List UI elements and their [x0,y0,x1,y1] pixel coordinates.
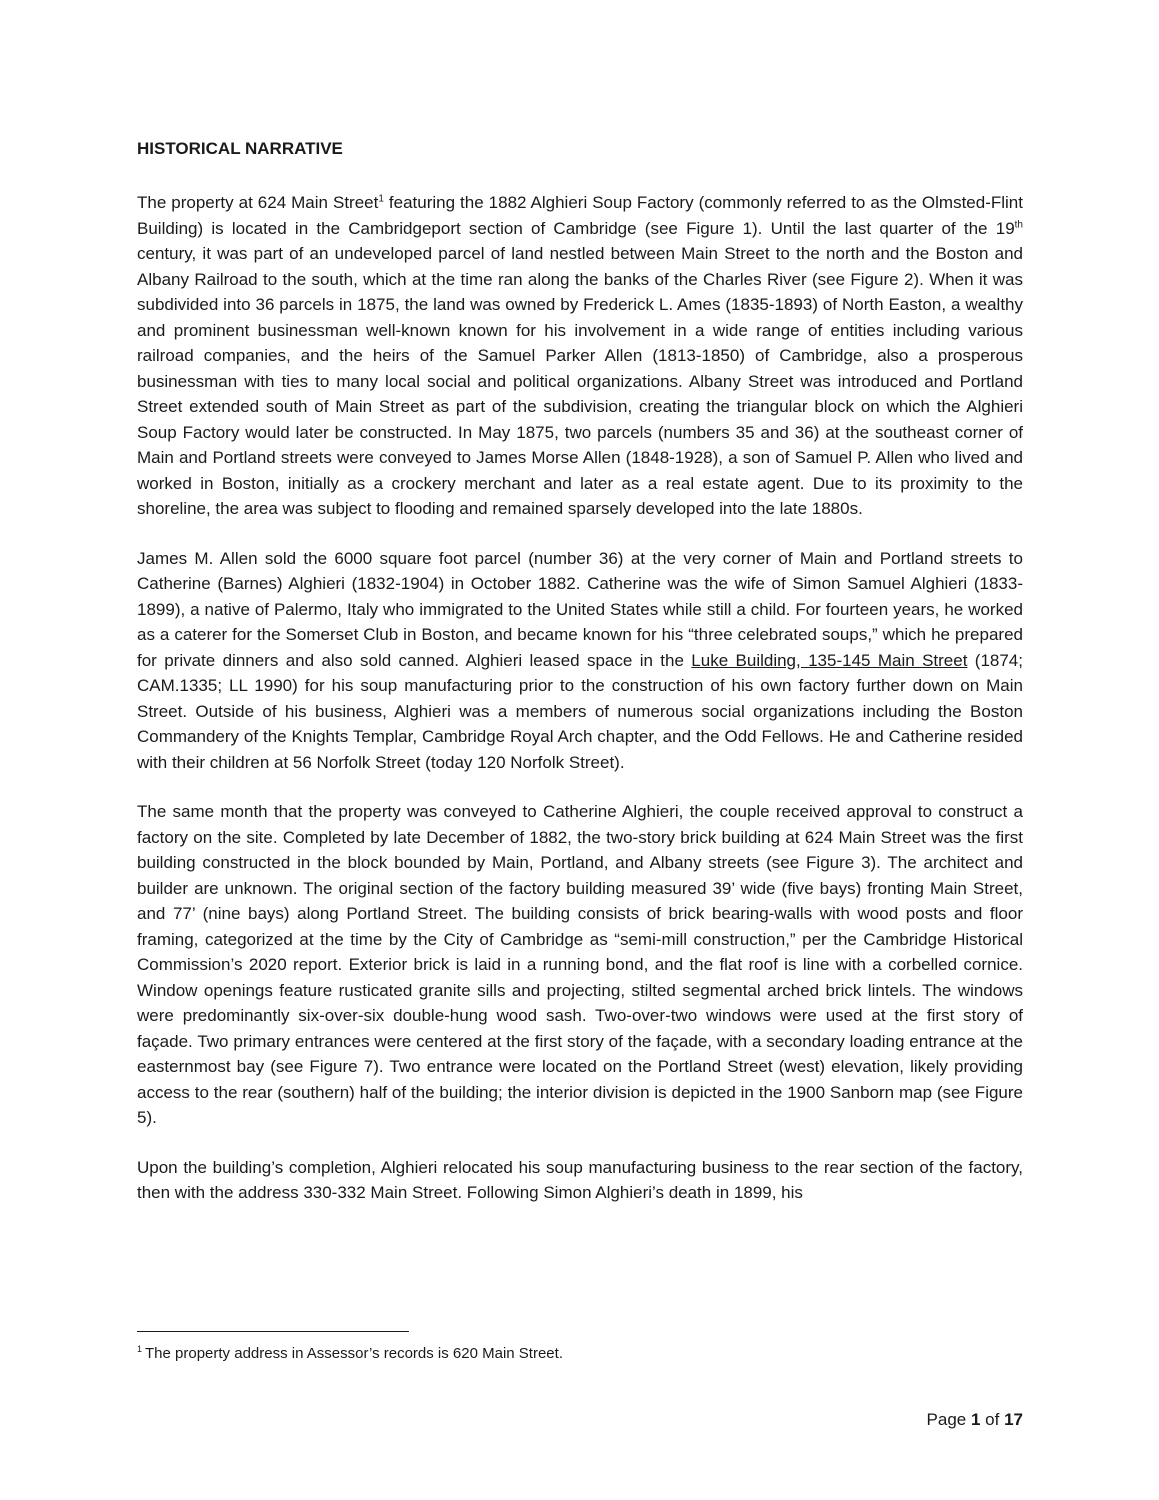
footnote-divider [137,1331,409,1332]
paragraph-3: The same month that the property was conveyed to Catherine Alghieri, the couple received approval to construct a factory on the site. Completed by late December of 1882, the two-story brick building at 624 Main Street was the first building constructed in the block bounded by Main, Portland, and Albany streets (see Figure 3). The architect and builder are unknown. The original section of the factory building measured 39’ wide (five bays) fronting Main Street, and 77’ (nine bays) along Portland Street. The building consists of brick bearing-walls with wood posts and floor framing, categorized at the time by the City of Cambridge as “semi-mill construction,” per the Cambridge Historical Commission’s 2020 report. Exterior brick is laid in a running bond, and the flat roof is line with a corbelled cornice. Window openings feature rusticated granite sills and projecting, stilted segmental arched brick lintels. The windows were predominantly six-over-six double-hung wood sash. Two-over-two windows were used at the first story of façade. Two primary entrances were centered at the first story of the façade, with a secondary loading entrance at the easternmost bay (see Figure 7). Two entrance were located on the Portland Street (west) elevation, likely providing access to the rear (southern) half of the building; the interior division is depicted in the 1900 Sanborn map (see Figure 5). [137,802,1023,1127]
footnote-text: The property address in Assessor’s records is 620 Main Street. [145,1345,563,1362]
paragraph-1: The property at 624 Main Street$^1$ featuring the 1882 Alghieri Soup Factory (commonly referred to as the Olmsted-Flint Building) is located in the Cambridgeport section of Cambridge (see Figure 1). Until the last quarter of the 19th century, it was part of an undeveloped parcel of land nestled between Main Street to the north and the Boston and Albany Railroad to the south, which at the time ran along the banks of the Charles River (see Figure 2). When it was subdivided into 36 parcels in 1875, the land was owned by Frederick L. Ames (1835-1893) of North Easton, a wealthy and prominent businessman well-known known for his involvement in a wide range of entities including various railroad companies, and the heirs of the Samuel Parker Allen (1813-1850) of Cambridge, also a prosperous businessman with ties to many local social and political organizations. Albany Street was introduced and Portland Street extended south of Main Street as part of the subdivision, creating the triangular block on which the Alghieri Soup Factory would later be constructed. In May 1875, two parcels (numbers 35 and 36) at the southeast corner of Main and Portland streets were conveyed to James Morse Allen (1848-1928), a son of Samuel P. Allen who lived and worked in Boston, initially as a crockery merchant and later as a real estate agent. Due to its proximity to the shoreline, the area was subject to flooding and remained sparsely developed into the late 1880s. [137,193,1023,518]
total-pages: 17 [1004,1410,1023,1429]
narrative-body [137,190,1023,1230]
paragraph-2: James M. Allen sold the 6000 square foot parcel (number 36) at the very corner of Main and Portland streets to Catherine (Barnes) Alghieri (1832-1904) in October 1882. Catherine was the wife of Simon Samuel Alghieri (1833-1899), a native of Palermo, Italy who immigrated to the United States while still a child. For fourteen years, he worked as a caterer for the Somerset Club in Boston, and became known for his “three celebrated soups,” which he prepared for private dinners and also sold canned. Alghieri leased space in the Luke Building, 135-145 Main Street (1874; CAM.1335; LL 1990) for his soup manufacturing prior to the construction of his own factory further down on Main Street. Outside of his business, Alghieri was a members of numerous social organizations including the Boston Commandery of the Knights Templar, Cambridge Royal Arch chapter, and the Odd Fellows. He and Catherine resided with their children at 56 Norfolk Street (today 120 Norfolk Street). [137,548,1023,772]
current-page: 1 [970,1410,981,1429]
page-number: Page 1 of 17 [926,1410,1023,1429]
paragraph-4: Upon the building’s completion, Alghieri relocated his soup manufacturing business to the rear section of the factory, then with the address 330-332 Main Street. Following Simon Alghieri’s death in 1899, his [137,1157,1023,1202]
luke-building-link[interactable]: Luke Building, 135-145 Main Street [691,650,968,670]
section-heading: HISTORICAL NARRATIVE [137,139,343,158]
footnote-mark: 1 [137,1344,143,1354]
footnote [137,1344,563,1364]
footnote-reference[interactable]: 1 [378,193,384,205]
